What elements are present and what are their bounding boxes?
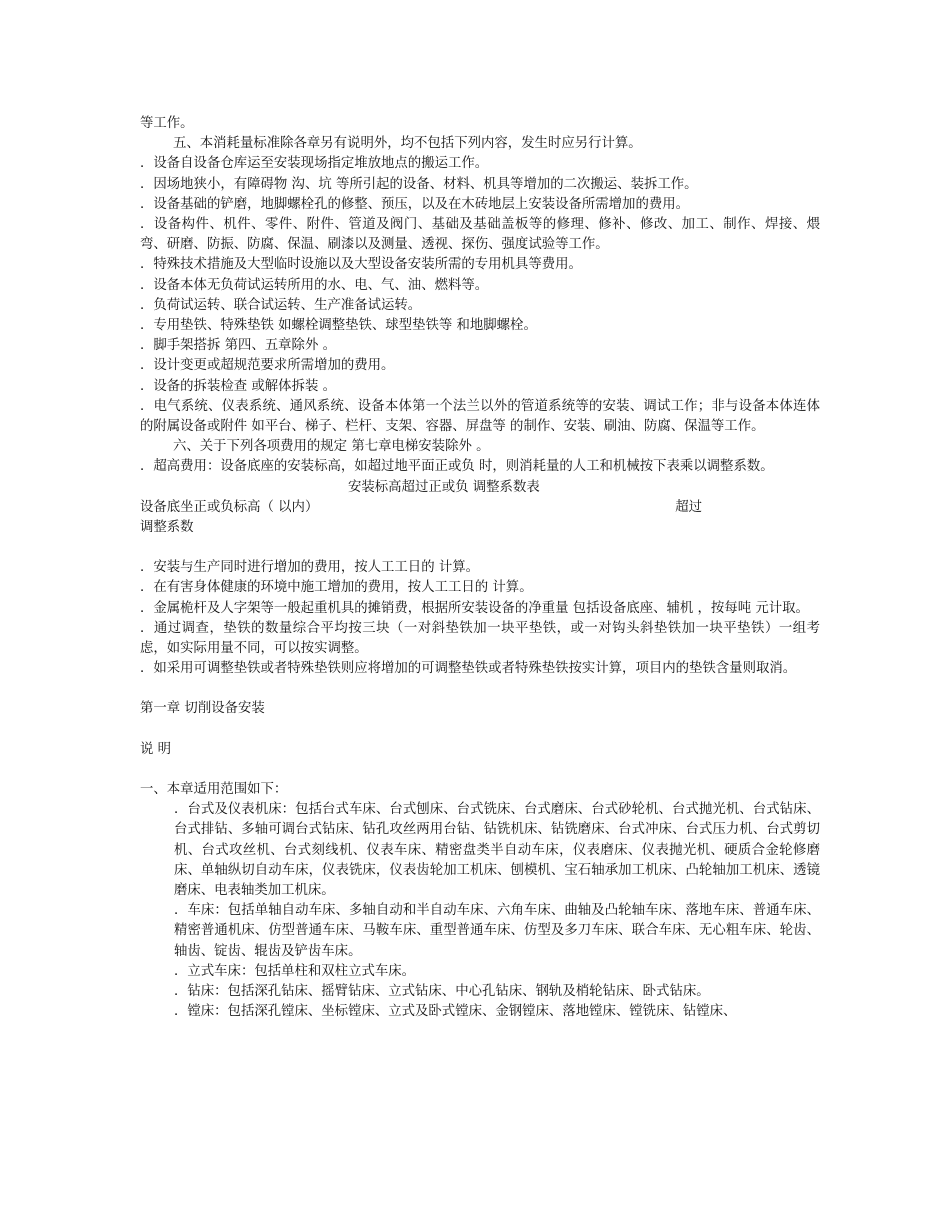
- list-item: ．设备基础的铲磨，地脚螺栓孔的修整、预压，以及在木砖地层上安装设备所需增加的费用。: [140, 196, 690, 212]
- list-item: ．负荷试运转、联合试运转、生产准备试运转。: [140, 297, 422, 313]
- list-item: ．电气系统、仪表系统、通风系统、设备本体第一个法兰以外的管道系统等的安装、调试工作；非与设备本体连体的附属设备或附件 如平台、梯子、栏杆、支架、容器、屏盘等 的制作、安装、刷油、防腐、保温等工作。: [140, 398, 820, 435]
- table-cell: 设备底坐正或负标高（ 以内）: [140, 499, 319, 515]
- list-item: ．设备自设备仓库运至安装现场指定堆放地点的搬运工作。: [140, 156, 489, 172]
- list-item: ．设计变更或超规范要求所需增加的费用。: [140, 358, 395, 374]
- section-heading: 六、关于下列各项费用的规定 第七章电梯安装除外 。: [173, 439, 490, 455]
- list-item: ．安装与生产同时进行增加的费用，按人工工日的 计算。: [140, 560, 480, 576]
- section-title: 说 明: [140, 741, 172, 757]
- table-cell: 超过: [675, 499, 702, 515]
- table-row: 调整系数: [140, 520, 194, 536]
- section-heading: 五、本消耗量标准除各章另有说明外，均不包括下列内容，发生时应另行计算。: [173, 136, 642, 152]
- scope-item: ．立式车床：包括单柱和双柱立式车床。: [174, 963, 416, 979]
- scope-item: ．台式及仪表机床：包括台式车床、台式刨床、台式铣床、台式磨床、台式砂轮机、台式抛光机、台式钻床、台式排钻、多轴可调台式钻床、钻孔攻丝两用台钻、钻铣机床、钻铣磨床、台式冲床、台式压力机、台式剪切机、台式攻丝机、台式刻线机、仪表车床、精密盘类半自动车床，仪表磨床、仪表抛光机、硬质合金轮修磨床、单轴纵切自动车床，仪表铣床，仪表齿轮加工机床、刨模机、宝石轴承加工机床、凸轮轴加工机床、透镜磨床、电表轴类加工机床。: [174, 802, 820, 898]
- list-item: ．设备构件、机件、零件、附件、管道及阀门、基础及基础盖板等的修理、修补、修改、加工、制作、焊接、煨弯、研磨、防振、防腐、保温、刷漆以及测量、透视、探伤、强度试验等工作。: [140, 217, 820, 253]
- scope-item: ．镗床：包括深孔镗床、坐标镗床、立式及卧式镗床、金钢镗床、落地镗床、镗铣床、钻镗床、: [174, 1004, 737, 1020]
- scope-intro: 一、本章适用范围如下：: [140, 781, 288, 797]
- list-item: ．专用垫铁、特殊垫铁 如螺栓调整垫铁、球型垫铁等 和地脚螺栓。: [140, 318, 537, 334]
- document-body: [140, 114, 820, 1022]
- text-line: 等工作。: [140, 116, 194, 131]
- chapter-title: 第一章 切削设备安装: [140, 701, 265, 717]
- scope-item: ．钻床：包括深孔钻床、摇臂钻床、立式钻床、中心孔钻床、钢轨及梢轮钻床、卧式钻床。: [174, 983, 710, 999]
- list-item: ．因场地狭小，有障碍物 沟、坑 等所引起的设备、材料、机具等增加的二次搬运、装拆工作。: [140, 176, 698, 192]
- list-item: ．脚手架搭拆 第四、五章除外 。: [140, 338, 336, 354]
- scope-item: ．车床：包括单轴自动车床、多轴自动和半自动车床、六角车床、曲轴及凸轮轴车床、落地车床、普通车床、精密普通机床、仿型普通车床、马鞍车床、重型普通车床、仿型及多刀车床、联合车床、无心粗车床、轮齿、轴齿、锭齿、辊齿及铲齿车床。: [174, 903, 820, 959]
- list-item: ．设备的拆装检查 或解体拆装 。: [140, 378, 336, 394]
- list-item: ．通过调查，垫铁的数量综合平均按三块（一对斜垫铁加一块平垫铁，或一对钩头斜垫铁加一块平垫铁）一组考虑，如实际用量不同，可以按实调整。: [140, 620, 820, 657]
- table-row: [140, 498, 702, 518]
- list-item: ．在有害身体健康的环境中施工增加的费用，按人工工日的 计算。: [140, 580, 533, 596]
- list-item: ．金属桅杆及人字架等一般起重机具的摊销费，根据所安装设备的净重量 包括设备底座、辅机 ，按每吨 元计取。: [140, 600, 809, 616]
- list-item: ．超高费用：设备底座的安装标高，如超过地平面正或负 时，则消耗量的人工和机械按下表乘以调整系数。: [140, 459, 774, 475]
- list-item: ．设备本体无负荷试运转所用的水、电、气、油、燃料等。: [140, 277, 489, 293]
- table-title: 安装标高超过正或负 调整系数表: [348, 479, 540, 495]
- list-item: ．特殊技术措施及大型临时设施以及大型设备安装所需的专用机具等费用。: [140, 257, 582, 273]
- list-item: ．如采用可调整垫铁或者特殊垫铁则应将增加的可调整垫铁或者特殊垫铁按实计算，项目内的垫铁含量则取消。: [140, 661, 797, 677]
